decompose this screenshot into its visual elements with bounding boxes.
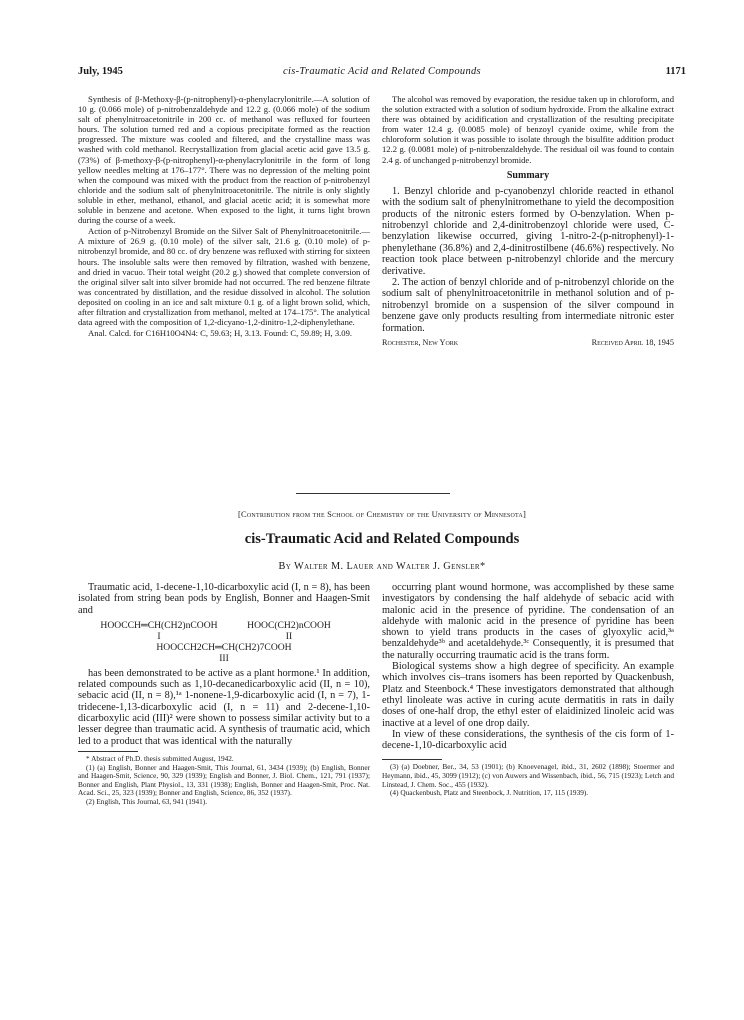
- footnotes-left: [78, 755, 370, 807]
- footnote-2: (2) English, This Journal, 63, 941 (1941).: [86, 796, 208, 806]
- footnotes-right: [382, 763, 674, 797]
- right-column-experimental: [382, 94, 674, 348]
- running-head-date: July, 1945: [78, 66, 123, 77]
- summary-heading: Summary: [506, 169, 550, 181]
- formula-label-II: II: [285, 630, 293, 642]
- paragraph-synthesis: Synthesis of β-Methoxy-β-(p-nitrophenyl)-α-phenylacrylonitrile.—A solution of 10 g. (0.066 mole) of p-nitrobenzaldehyde and 12.2 g. (0.066 mole) of the sodium salt of phenylnitroacetonitrile in 200 cc. of methanol was refluxed for fourteen hours. The solution turned red and a copious precipitate formed as the reaction progressed. The mixture was cooled and filtered, and the crystalline mass was washed with cold methanol. Recrystallization from glacial acetic acid gave 13.5 g. (73%) of β-methoxy-β-(p-nitrophenyl)-α-phenylacrylonitrile in the form of long yellow needles melting at 176–177°. There was no depression of the melting point when the compound was mixed with the product from the reaction of p-nitrobenzyl chloride and the sodium salt of phenylnitroacetonitrile. The nitrile is only slightly soluble in ether, methanol, ethanol, and glacial acetic acid; it is somewhat more soluble in benzene and acetone. When exposed to the light, it turns light brown during the course of a week.: [78, 94, 370, 226]
- footnote-rule-right: [382, 759, 442, 760]
- body-paragraph-5: In view of these considerations, the synthesis of the cis form of 1-decene-1,10-dicarboxylic acid: [382, 728, 674, 752]
- formula-III: HOOCCH2CH═CH(CH2)7COOH: [156, 641, 292, 653]
- summary-body: [382, 186, 674, 334]
- footnote-3: (3) (a) Doebner, Ber., 34, 53 (1901); (b) Knoevenagel, ibid., 31, 2602 (1898); Stoermer and Heymann, ibid., 45, 3099 (1912); (c) von Auwers and Wissenbach, ibid., 56, 715 (1923); Letch and Linstead, J. Chem. Soc., 455 (1932).: [382, 762, 674, 789]
- body-paragraph-1: Traumatic acid, 1-decene-1,10-dicarboxylic acid (I, n = 8), has been isolated from string bean pods by English, Bonner and Haagen-Smit and: [78, 582, 370, 616]
- running-head: [78, 66, 686, 80]
- formula-I: HOOCCH═CH(CH2)nCOOH: [100, 619, 218, 631]
- summary-paragraph-2: 2. The action of benzyl chloride and of p-nitrobenzyl chloride on the sodium salt of phenylnitroacetonitrile in methanol solution and of p-nitrobenzyl bromide on a suspension of the silver compound in benzene gave only products resulting from intermediate nitronic ester formation.: [382, 277, 674, 334]
- article-right-column: [382, 582, 674, 798]
- body-paragraph-4: Biological systems show a high degree of specificity. An example which involves cis–trans isomers has been reported by Quackenbush, Platz and Steenbock.⁴ These investigators demonstrated that although ethyl linoleate was active in curing acute dermatitis in rats in daily doses of one-half drop, the ethyl ester of elaidinized linoleic acid was inactive at a level of one drop daily.: [382, 661, 674, 729]
- section-divider: [296, 493, 450, 494]
- footnote-1: (1) (a) English, Bonner and Haagen-Smit, This Journal, 61, 3434 (1939); (b) English, Bonner and Haagen-Smit, Science, 90, 329 (1939); English and Bonner, J. Biol. Chem., 121, 791 (1937); Bonner and English, Plant Physiol., 13, 331 (1938); English, Bonner and Haagen-Smit, Proc. Nat. Acad. Sci., 25, 323 (1939); Bonner and English, Science, 86, 352 (1937).: [78, 762, 370, 798]
- article-title: cis-Traumatic Acid and Related Compounds: [244, 531, 520, 547]
- footnote-star: * Abstract of Ph.D. thesis submitted August, 1942.: [86, 753, 234, 763]
- body-paragraph-3: occurring plant wound hormone, was accomplished by these same investigators by condensing the half aldehyde of sebacic acid with malonic acid in the presence of pyridine. The condensation of an aldehyde with malonic acid in the presence of pyridine has been shown to yield trans products in the cases of glyoxylic acid,³ᵃ benzaldehyde³ᵇ and acetaldehyde.³ᶜ Consequently, it is presumed that the naturally occurring traumatic acid is the trans form.: [382, 582, 674, 661]
- location: Rochester, New York: [382, 338, 459, 348]
- formula-label-III: III: [219, 652, 229, 664]
- authors-line: By Walter M. Lauer and Walter J. Gensler*: [278, 561, 486, 572]
- footnote-rule: [78, 751, 138, 752]
- left-column-experimental: [78, 94, 370, 339]
- page-number: 1171: [665, 66, 686, 77]
- signature-line: [382, 338, 674, 348]
- formula-label-I: I: [157, 630, 161, 642]
- summary-paragraph-1: 1. Benzyl chloride and p-cyanobenzyl chloride reacted in ethanol with the sodium salt of phenylnitromethane to yield the decomposition products of the nitronic esters formed by O-benzylation. When p-nitrobenzyl chloride and 2,4-dinitrobenzoyl chloride were used, C-benzylation likewise occurred, giving 1-nitro-2-(p-nitrophenyl)-1-phenylethane (36.8%) and 2,4-dinitrostilbene (46.6%) respectively. No reaction took place between p-nitrobenzyl chloride and the mercury derivative.: [382, 185, 674, 277]
- article-left-column: [78, 582, 370, 807]
- running-head-title: cis-Traumatic Acid and Related Compounds: [283, 66, 481, 77]
- formula-block: [78, 620, 370, 664]
- paragraph-analysis: Anal. Calcd. for C16H10O4N4: C, 59.63; H, 3.13. Found: C, 59.89; H, 3.09.: [88, 328, 353, 339]
- contribution-line: [Contribution from the School of Chemistry of the University of Minnesota]: [238, 509, 526, 519]
- body-paragraph-2: has been demonstrated to be active as a plant hormone.¹ In addition, related compounds such as 1,10-decanedicarboxylic acid (II, n = 10), sebacic acid (II, n = 8),¹ᵃ 1-nonene-1,9-dicarboxylic acid (I, n = 7), 1-tridecene-1,13-dicarboxylic acid (I, n = 11) and 2-decene-1,10-dicarboxylic acid (III)² were shown to possess similar activity but to a lesser degree than traumatic acid. A synthesis of traumatic acid, which led to a product that was identical with the naturally: [78, 667, 370, 747]
- footnote-4: (4) Quackenbush, Platz and Steenbock, J. Nutrition, 17, 115 (1939).: [390, 788, 589, 798]
- formula-II: HOOC(CH2)nCOOH: [247, 619, 331, 631]
- received-date: Received April 18, 1945: [591, 338, 674, 348]
- paragraph-alcohol: The alcohol was removed by evaporation, the residue taken up in chloroform, and the solution extracted with a solution of sodium hydroxide. From the alkaline extract there was obtained by acidification and crystallization of the resulting precipitate from water 12.4 g. (0.0085 mole) of benzoyl cyanide oxime, while from the chloroform solution it was possible to isolate through the bisulfite addition product 12.2 g. (0.0081 mole) of p-nitrobenzaldehyde. The residual oil was found to contain 2.4 g. of unchanged p-nitrobenzyl bromide.: [382, 94, 674, 165]
- paragraph-action: Action of p-Nitrobenzyl Bromide on the Silver Salt of Phenylnitroacetonitrile.—A mixture of 26.9 g. (0.10 mole) of the silver salt, 21.6 g. (0.10 mole) of p-nitrobenzyl bromide, and 80 cc. of dry benzene was refluxed with stirring for sixteen hours. The insoluble salts were then removed by filtration, washed with benzene, and dried in vacuo. Their total weight (20.2 g.) showed that complete conversion of the original silver salt into silver bromide had not occurred. The red benzene filtrate was concentrated by distillation, and the residue dissolved in alcohol. The solution deposited on cooling in an ice and salt mixture 0.1 g. of a light brown solid, which, after filtration and crystallization from methanol, melted at 174–175°. The analytical data agreed with the composition of 1,2-dicyano-1,2-dinitro-1,2-diphenylethane.: [78, 226, 370, 328]
